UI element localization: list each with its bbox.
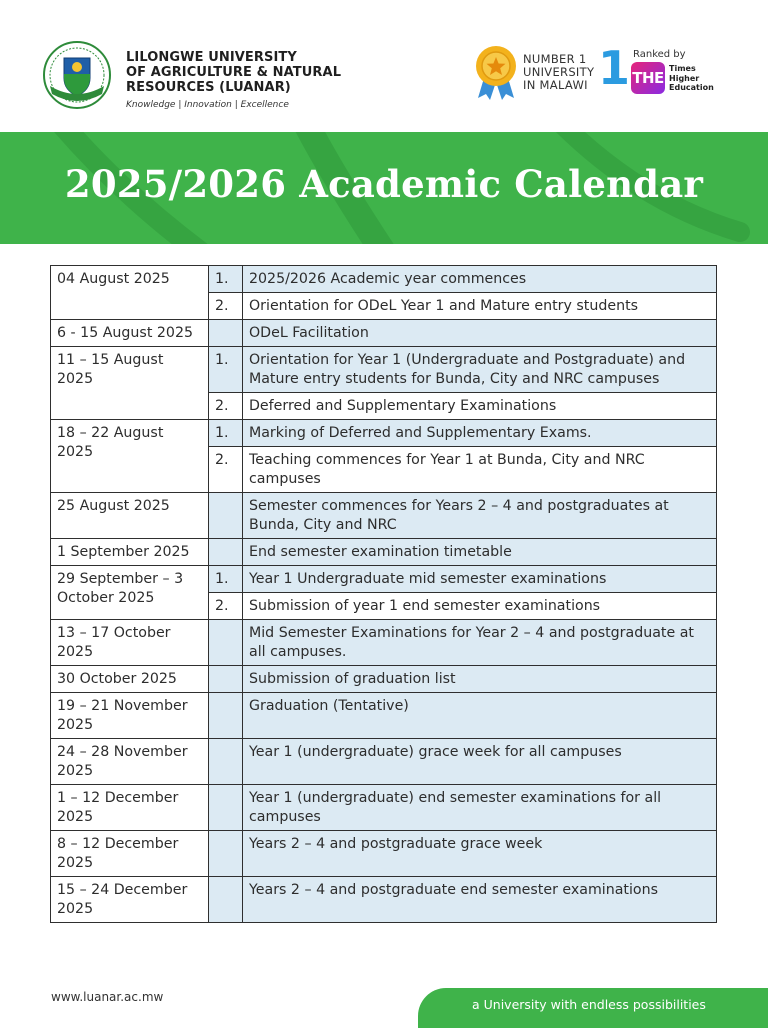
event-cell: Teaching commences for Year 1 at Bunda, City and NRC campuses: [243, 447, 717, 493]
academic-calendar-table: [50, 265, 717, 923]
item-number-cell: [209, 693, 243, 739]
event-cell: ODeL Facilitation: [243, 320, 717, 347]
date-cell: 11 – 15 August 2025: [51, 347, 209, 420]
table-row: [51, 420, 717, 447]
table-row: [51, 785, 717, 831]
item-number-cell: [209, 785, 243, 831]
item-number-cell: [209, 666, 243, 693]
event-cell: Submission of graduation list: [243, 666, 717, 693]
ranking-line: NUMBER 1: [523, 52, 587, 66]
table-row: [51, 666, 717, 693]
date-cell: 24 – 28 November 2025: [51, 739, 209, 785]
the-logo: THE: [631, 62, 665, 94]
university-name-line: RESOURCES (LUANAR): [126, 80, 291, 95]
page-header: [0, 0, 768, 132]
date-cell: 6 - 15 August 2025: [51, 320, 209, 347]
table-row: [51, 739, 717, 785]
website-link[interactable]: www.luanar.ac.mw: [51, 990, 164, 1004]
event-cell: Years 2 – 4 and postgraduate end semester examinations: [243, 877, 717, 923]
date-cell: 13 – 17 October 2025: [51, 620, 209, 666]
date-cell: 1 September 2025: [51, 539, 209, 566]
date-cell: 30 October 2025: [51, 666, 209, 693]
table-row: [51, 831, 717, 877]
date-cell: 04 August 2025: [51, 266, 209, 320]
ranked-by-label: Ranked by: [633, 49, 686, 60]
the-name-line: Times: [669, 64, 696, 73]
item-number-cell: 1.: [209, 566, 243, 593]
tagline: a University with endless possibilities: [472, 997, 706, 1012]
table-row: [51, 693, 717, 739]
item-number-cell: [209, 620, 243, 666]
table-row: [51, 493, 717, 539]
item-number-cell: 2.: [209, 293, 243, 320]
the-name-line: Higher: [669, 73, 700, 83]
event-cell: End semester examination timetable: [243, 539, 717, 566]
event-cell: Year 1 (undergraduate) grace week for all campuses: [243, 739, 717, 785]
title-banner: [0, 132, 768, 244]
item-number-cell: 1.: [209, 420, 243, 447]
the-name-line: Education: [669, 83, 714, 92]
event-cell: Mid Semester Examinations for Year 2 – 4 and postgraduate at all campuses.: [243, 620, 717, 666]
table-row: [51, 320, 717, 347]
event-cell: Orientation for Year 1 (Undergraduate and Postgraduate) and Mature entry students for Bunda, City and NRC campuses: [243, 347, 717, 393]
date-cell: 25 August 2025: [51, 493, 209, 539]
ranking-line: IN MALAWI: [523, 78, 588, 92]
table-row: [51, 620, 717, 666]
item-number-cell: 2.: [209, 447, 243, 493]
event-cell: Deferred and Supplementary Examinations: [243, 393, 717, 420]
event-cell: Year 1 Undergraduate mid semester examinations: [243, 566, 717, 593]
item-number-cell: [209, 320, 243, 347]
table-row: [51, 566, 717, 593]
date-cell: 29 September – 3 October 2025: [51, 566, 209, 620]
event-cell: Marking of Deferred and Supplementary Exams.: [243, 420, 717, 447]
event-cell: Semester commences for Years 2 – 4 and postgraduates at Bunda, City and NRC: [243, 493, 717, 539]
date-cell: 19 – 21 November 2025: [51, 693, 209, 739]
item-number-cell: [209, 739, 243, 785]
item-number-cell: [209, 831, 243, 877]
page-title: 2025/2026 Academic Calendar: [64, 162, 704, 206]
ranking-number: 1: [598, 41, 631, 95]
date-cell: 15 – 24 December 2025: [51, 877, 209, 923]
item-number-cell: 2.: [209, 393, 243, 420]
item-number-cell: 1.: [209, 266, 243, 293]
luanar-crest-icon: [42, 40, 112, 110]
event-cell: Orientation for ODeL Year 1 and Mature entry students: [243, 293, 717, 320]
event-cell: Graduation (Tentative): [243, 693, 717, 739]
item-number-cell: 1.: [209, 347, 243, 393]
table-row: [51, 877, 717, 923]
university-name-line: OF AGRICULTURE & NATURAL: [126, 65, 342, 80]
university-name: [126, 50, 341, 95]
university-name-line: LILONGWE UNIVERSITY: [126, 50, 297, 65]
university-motto: Knowledge | Innovation | Excellence: [126, 100, 289, 110]
ranking-text: [523, 53, 594, 92]
table-row: [51, 539, 717, 566]
event-cell: Years 2 – 4 and postgraduate grace week: [243, 831, 717, 877]
table-row: [51, 347, 717, 393]
award-medal-icon: [470, 44, 522, 100]
event-cell: 2025/2026 Academic year commences: [243, 266, 717, 293]
date-cell: 1 – 12 December 2025: [51, 785, 209, 831]
event-cell: Submission of year 1 end semester examinations: [243, 593, 717, 620]
item-number-cell: [209, 877, 243, 923]
the-name: [669, 64, 714, 93]
item-number-cell: [209, 539, 243, 566]
event-cell: Year 1 (undergraduate) end semester examinations for all campuses: [243, 785, 717, 831]
table-row: [51, 266, 717, 293]
item-number-cell: [209, 493, 243, 539]
ranking-line: UNIVERSITY: [523, 65, 595, 79]
date-cell: 18 – 22 August 2025: [51, 420, 209, 493]
date-cell: 8 – 12 December 2025: [51, 831, 209, 877]
item-number-cell: 2.: [209, 593, 243, 620]
